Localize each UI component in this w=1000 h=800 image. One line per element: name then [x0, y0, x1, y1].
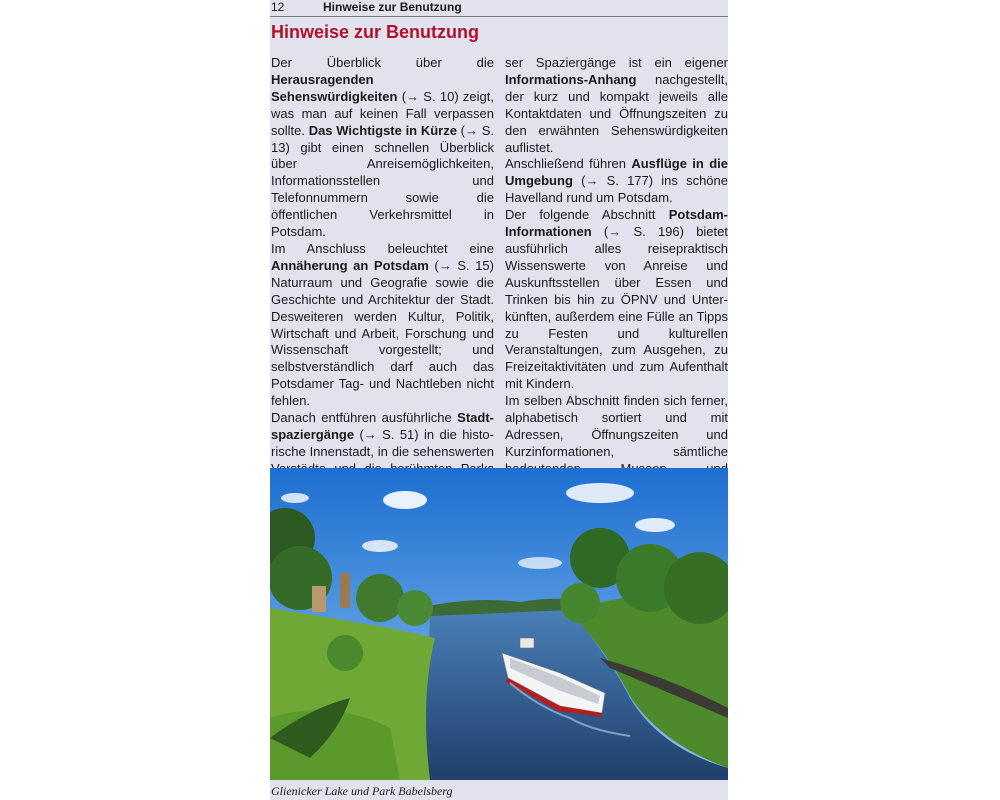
running-title: Hinweise zur Benutzung: [323, 0, 462, 14]
text-column-right: [505, 55, 728, 528]
running-header: [270, 0, 728, 17]
bold-phrase: Das Wichtigste in Kürze: [308, 122, 457, 138]
bold-phrase: Potsdam-Informationen: [505, 207, 728, 240]
paragraph: [505, 55, 728, 156]
bold-phrase: Informations-Anhang: [505, 71, 637, 87]
paragraph: [505, 207, 728, 393]
text-run: (→ S. 51) in die historische Innenstadt, in die sehenswerten: [271, 426, 494, 459]
text-run: Der Überblick über die: [271, 55, 494, 70]
text-run: Danach entführen ausführliche: [271, 410, 458, 426]
page-number: 12: [271, 0, 285, 14]
section-heading: Hinweise zur Benutzung: [271, 22, 480, 42]
text-run: (→ S. 15) Naturraum und Geografie sowie die Geschichte und Architektur der Stadt. Desweiteren werden Kultur, Politik, Wirtschaft und Arbeit, Forschung und Wissenschaft vorgestellt; und selbstverständlich darf auch das Potsdamer Tag- und Nachtleben nicht fehlen.: [271, 257, 494, 409]
text-run: Im selben Abschnitt finden sich ferner, alphabetisch sortiert und mit Adressen, Öffnungszeiten und Kurzinformationen, sämtliche: [505, 393, 728, 459]
paragraph: [271, 55, 494, 241]
text-run: (→ S. 10) zeigt, was man auf keinen Fall verpassen sollte.: [271, 88, 494, 138]
text-run: Anschließend führen: [505, 156, 632, 172]
text-run: ser Spaziergänge ist ein eigener: [505, 55, 728, 70]
text-run: Der folgende Abschnitt: [505, 207, 669, 223]
bold-phrase: Annäherung an Potsdam: [271, 257, 429, 273]
text-run: nachgestellt, der kurz und kompakt jeweils alle Kontaktdaten und Öffnungszeiten zu den erwähnten Sehenswürdigkeiten auflistet.: [505, 71, 728, 155]
text-run: (→ S. 13) gibt einen schnellen Überblick über Anreisemöglichkeiten, Informationsstellen und Telefonnummern sowie die öffentlichen Verkehrsmittel in Potsdam.: [271, 122, 495, 240]
river-photo: [270, 468, 728, 780]
bold-phrase: Ausflüge in die Umgebung: [505, 156, 728, 189]
photo-caption: Glienicker Lake und Park Babelsberg: [271, 784, 453, 798]
bold-phrase: Herausragenden Sehenswürdigkeiten: [271, 71, 398, 104]
text-run: (→ S. 196) bietet ausführlich alles reisepraktisch Wissenswerte von Anreise und Auskunftsstellen über Essen und Trinken bis hin zu ÖPNV und Unterkünften, außerdem eine Fülle an Tipps zu Festen und kulturellen Veranstaltungen, zum Ausgehen, zu Freizeitaktivitäten und zum Aufenthalt mit Kindern.: [505, 224, 728, 392]
paragraph: [505, 156, 728, 207]
bold-phrase: Stadtspaziergänge: [271, 410, 494, 442]
river-landscape-image: [270, 468, 728, 780]
text-run: Im Anschluss beleuchtet eine: [271, 240, 494, 256]
paragraph: [271, 241, 494, 410]
text-run: (→ S. 177) ins schöne Havelland rund um Potsdam.: [505, 173, 728, 206]
